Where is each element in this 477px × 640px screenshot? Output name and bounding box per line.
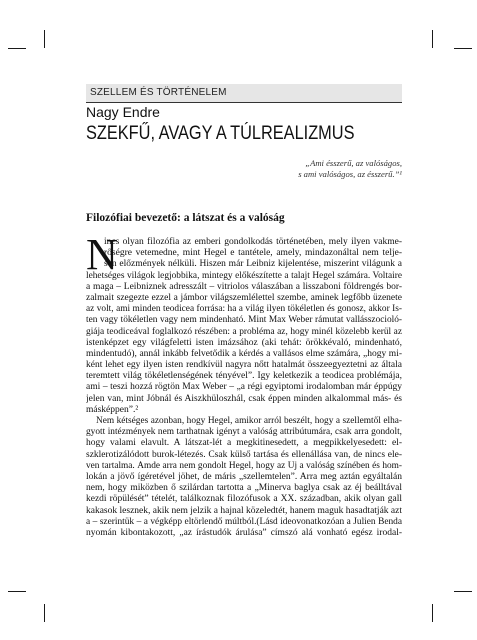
body-line: kakasok lesznek, akik nem jelzik a hajnal közeledtét, hanem maguk hasadtatják azt [86, 505, 402, 516]
body-line: Nem kétséges azonban, hogy Hegel, amikor arról beszélt, hogy a szellemtől elha- [96, 416, 402, 426]
body-line: istenképzet egy világfeletti isten imázsához (aki tehát: örökkévaló, mindenható, [86, 337, 402, 348]
article-title: SZEKFŰ, AVAGY A TÚLREALIZMUS [86, 123, 355, 144]
epigraph-line: „Ami ésszerű, az valóságos, [305, 158, 402, 168]
body-line: nem, hogy miközben ő szilárdan tartotta a „Minerva baglya csak az éj beálltával [86, 483, 402, 494]
body-line: hogy valami elavult. A látszat-lét a megkitinesedett, a megpikkelyesedett: el- [86, 438, 402, 449]
crop-mark [432, 30, 433, 48]
section-label: SZELLEM ÉS TÖRTÉNELEM [90, 87, 227, 98]
body-line: kezdi röpülését” tételét, találkoznak filozófusok a XX. században, akik olyan gall [86, 494, 402, 505]
body-line: másképpen”.² [86, 404, 139, 415]
body-line: incs olyan filozófia az emberi gondolkodás történetében, mely ilyen vakme- [104, 237, 402, 247]
crop-mark [454, 48, 472, 49]
section-heading: Filozófiai bevezető: a látszat és a valóság [86, 212, 285, 224]
body-line: lehetséges világok legjobbika, mintegy előkészítette a talajt Hegel számára. Voltaire [86, 270, 402, 281]
body-line: lokán a jövő ígéretével jöhet, de máris „szellemtelen”. Arra meg aztán egyáltalán [86, 471, 402, 482]
body-line: giája teodiceával foglalkozó részében: a probléma az, hogy minél közelebb kerül az [86, 326, 402, 337]
body-line: sen előzmények nélküli. Hiszen már Leibniz kijelentése, miszerint világunk a [104, 259, 402, 270]
body-line: a maga – Leibniznek adresszált – vitriolos válaszában a lisszaboni földrengés bor- [86, 281, 402, 292]
body-line: mindentudó), annál inkább felvetődik a kérdés a vallásos elme számára, „hogy mi- [86, 348, 402, 359]
crop-mark [8, 48, 26, 49]
epigraph [298, 158, 402, 180]
body-line: ként lehet egy ilyen isten rendkívül nagyra nőtt hatalmát összeegyeztetni az általa [86, 360, 402, 371]
crop-mark [44, 30, 45, 48]
body-line: zalmait szegezte ezzel a jámbor világszemlélettel szembe, aminek legfőbb üzenete [86, 292, 402, 303]
body-line: ven tartalma. Ámde arra nem gondolt Hegel, hogy az Új a valóság színében és hom- [86, 460, 402, 471]
body-line: a – szerintük – a végképp eltörlendő múltból.(Lásd ideovonatkozóan a Julien Benda [86, 516, 402, 527]
body-line: nyomán kibontakozott, „az írástudók árulása” címszó alá vonható egész irodal- [86, 527, 402, 538]
body-line: teremtett világ tökéletlenségének tényével”. Így keletkezik a teodicea problémája, [86, 371, 402, 382]
article-author: Nagy Endre [86, 104, 160, 120]
crop-mark [454, 591, 472, 592]
body-line: az volt, ami minden teodicea forrása: ha a világ ilyen tökéletlen és gonosz, akkor Is- [86, 304, 402, 315]
crop-mark [44, 604, 45, 622]
section-rule [86, 102, 402, 103]
section-bar [86, 84, 402, 102]
body-line: ami – teszi hozzá rögtön Max Weber – „a régi egyiptomi irodalomban már éppúgy [86, 382, 402, 393]
body-line: szklerotizálódott burok-létezés. Csak külső tartása és ellenállása van, de nincs ele- [86, 449, 402, 460]
drop-cap: N [86, 230, 118, 279]
epigraph-line: s ami valóságos, az ésszerű.”¹ [298, 169, 402, 179]
crop-mark [432, 604, 433, 622]
body-line: jelen van, mint Jóbnál és Aiszkhüloszhál, csak éppen minden alkalommal más- és [86, 393, 402, 404]
body-line: gyott intézmények nem tarthatnak igényt a valóság attribútumára, csak arra gondolt, [86, 427, 402, 438]
body-text [86, 230, 402, 539]
body-line: rőségre vetemedne, mint Hegel e tantétele, amely, mindazonáltal nem telje- [104, 248, 402, 259]
body-line: ten vagy tökéletlen vagy nem mindenható. Mint Max Weber rámutat vallásszocioló- [86, 315, 402, 326]
crop-mark [8, 591, 26, 592]
